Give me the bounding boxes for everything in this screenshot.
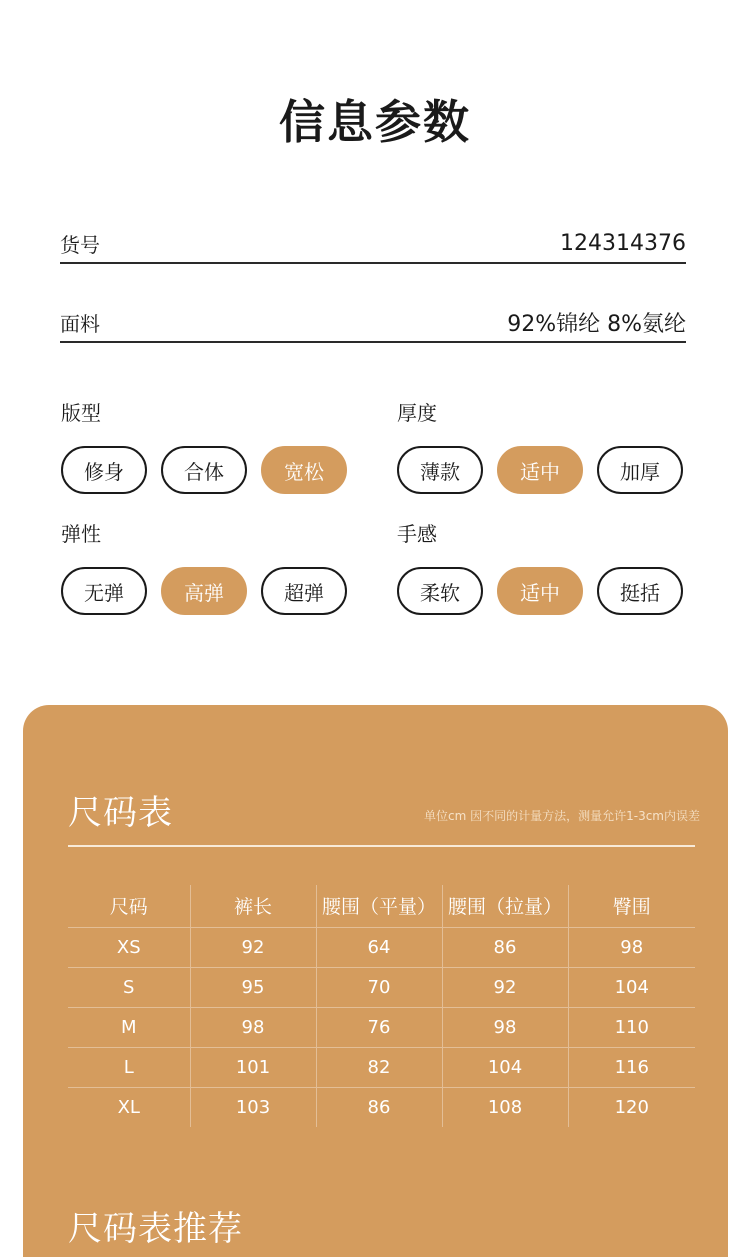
table-cell: 86: [316, 1087, 442, 1127]
param-label: 货号: [60, 232, 100, 257]
column-header: 裤长: [190, 885, 316, 927]
divider: [68, 845, 695, 847]
table-cell: 104: [442, 1047, 568, 1087]
option-pill[interactable]: 薄款: [397, 446, 483, 494]
size-chart-heading: 尺码表: [68, 793, 173, 833]
option-pills: [61, 567, 361, 615]
table-header-row: [68, 885, 695, 927]
table-cell: M: [68, 1007, 190, 1047]
table-cell: 101: [190, 1047, 316, 1087]
param-label: 面料: [60, 311, 100, 336]
option-pill[interactable]: 适中: [497, 567, 583, 615]
attr-title: 弹性: [61, 522, 101, 546]
option-pills: [397, 446, 697, 494]
option-pill[interactable]: 高弹: [161, 567, 247, 615]
param-row-item-number: [60, 224, 686, 264]
table-row: [68, 1087, 695, 1127]
option-pill[interactable]: 柔软: [397, 567, 483, 615]
column-header: 腰围（拉量）: [442, 885, 568, 927]
table-cell: XS: [68, 927, 190, 967]
table-cell: 116: [568, 1047, 695, 1087]
attr-group-thickness: [397, 400, 697, 494]
size-chart-panel: [23, 705, 728, 1257]
table-cell: 92: [442, 967, 568, 1007]
table-cell: 64: [316, 927, 442, 967]
table-cell: 104: [568, 967, 695, 1007]
param-row-fabric: [60, 303, 686, 343]
table-row: [68, 967, 695, 1007]
table-cell: S: [68, 967, 190, 1007]
table-cell: 76: [316, 1007, 442, 1047]
table-cell: L: [68, 1047, 190, 1087]
attr-group-hand-feel: [397, 521, 697, 615]
table-cell: 98: [442, 1007, 568, 1047]
column-header: 臀围: [568, 885, 695, 927]
attr-group-elasticity: [61, 521, 361, 615]
table-cell: 92: [190, 927, 316, 967]
option-pill[interactable]: 宽松: [261, 446, 347, 494]
table-cell: 70: [316, 967, 442, 1007]
attr-group-fit: [61, 400, 361, 494]
option-pill[interactable]: 修身: [61, 446, 147, 494]
option-pills: [397, 567, 697, 615]
attr-title: 手感: [397, 522, 437, 546]
table-cell: XL: [68, 1087, 190, 1127]
option-pill[interactable]: 合体: [161, 446, 247, 494]
table-cell: 82: [316, 1047, 442, 1087]
attr-title: 厚度: [397, 401, 437, 425]
table-cell: 108: [442, 1087, 568, 1127]
table-cell: 95: [190, 967, 316, 1007]
column-header: 腰围（平量）: [316, 885, 442, 927]
measurement-note: 单位cm 因不同的计量方法，测量允许1-3cm内误差: [424, 809, 700, 823]
option-pill[interactable]: 适中: [497, 446, 583, 494]
table-cell: 86: [442, 927, 568, 967]
table-cell: 103: [190, 1087, 316, 1127]
table-cell: 98: [190, 1007, 316, 1047]
option-pill[interactable]: 加厚: [597, 446, 683, 494]
option-pill[interactable]: 超弹: [261, 567, 347, 615]
table-cell: 98: [568, 927, 695, 967]
page-title: 信息参数: [279, 95, 471, 149]
table-row: [68, 1047, 695, 1087]
option-pill[interactable]: 无弹: [61, 567, 147, 615]
table-row: [68, 927, 695, 967]
table-cell: 120: [568, 1087, 695, 1127]
size-table: [68, 885, 695, 1127]
option-pills: [61, 446, 361, 494]
param-value: 92%锦纶 8%氨纶: [507, 311, 686, 337]
param-value: 124314376: [560, 230, 686, 256]
column-header: 尺码: [109, 896, 148, 919]
option-pill[interactable]: 挺括: [597, 567, 683, 615]
table-row: [68, 1007, 695, 1047]
size-recommendation-heading: 尺码表推荐: [68, 1209, 243, 1249]
table-cell: 110: [568, 1007, 695, 1047]
attr-title: 版型: [61, 401, 101, 425]
